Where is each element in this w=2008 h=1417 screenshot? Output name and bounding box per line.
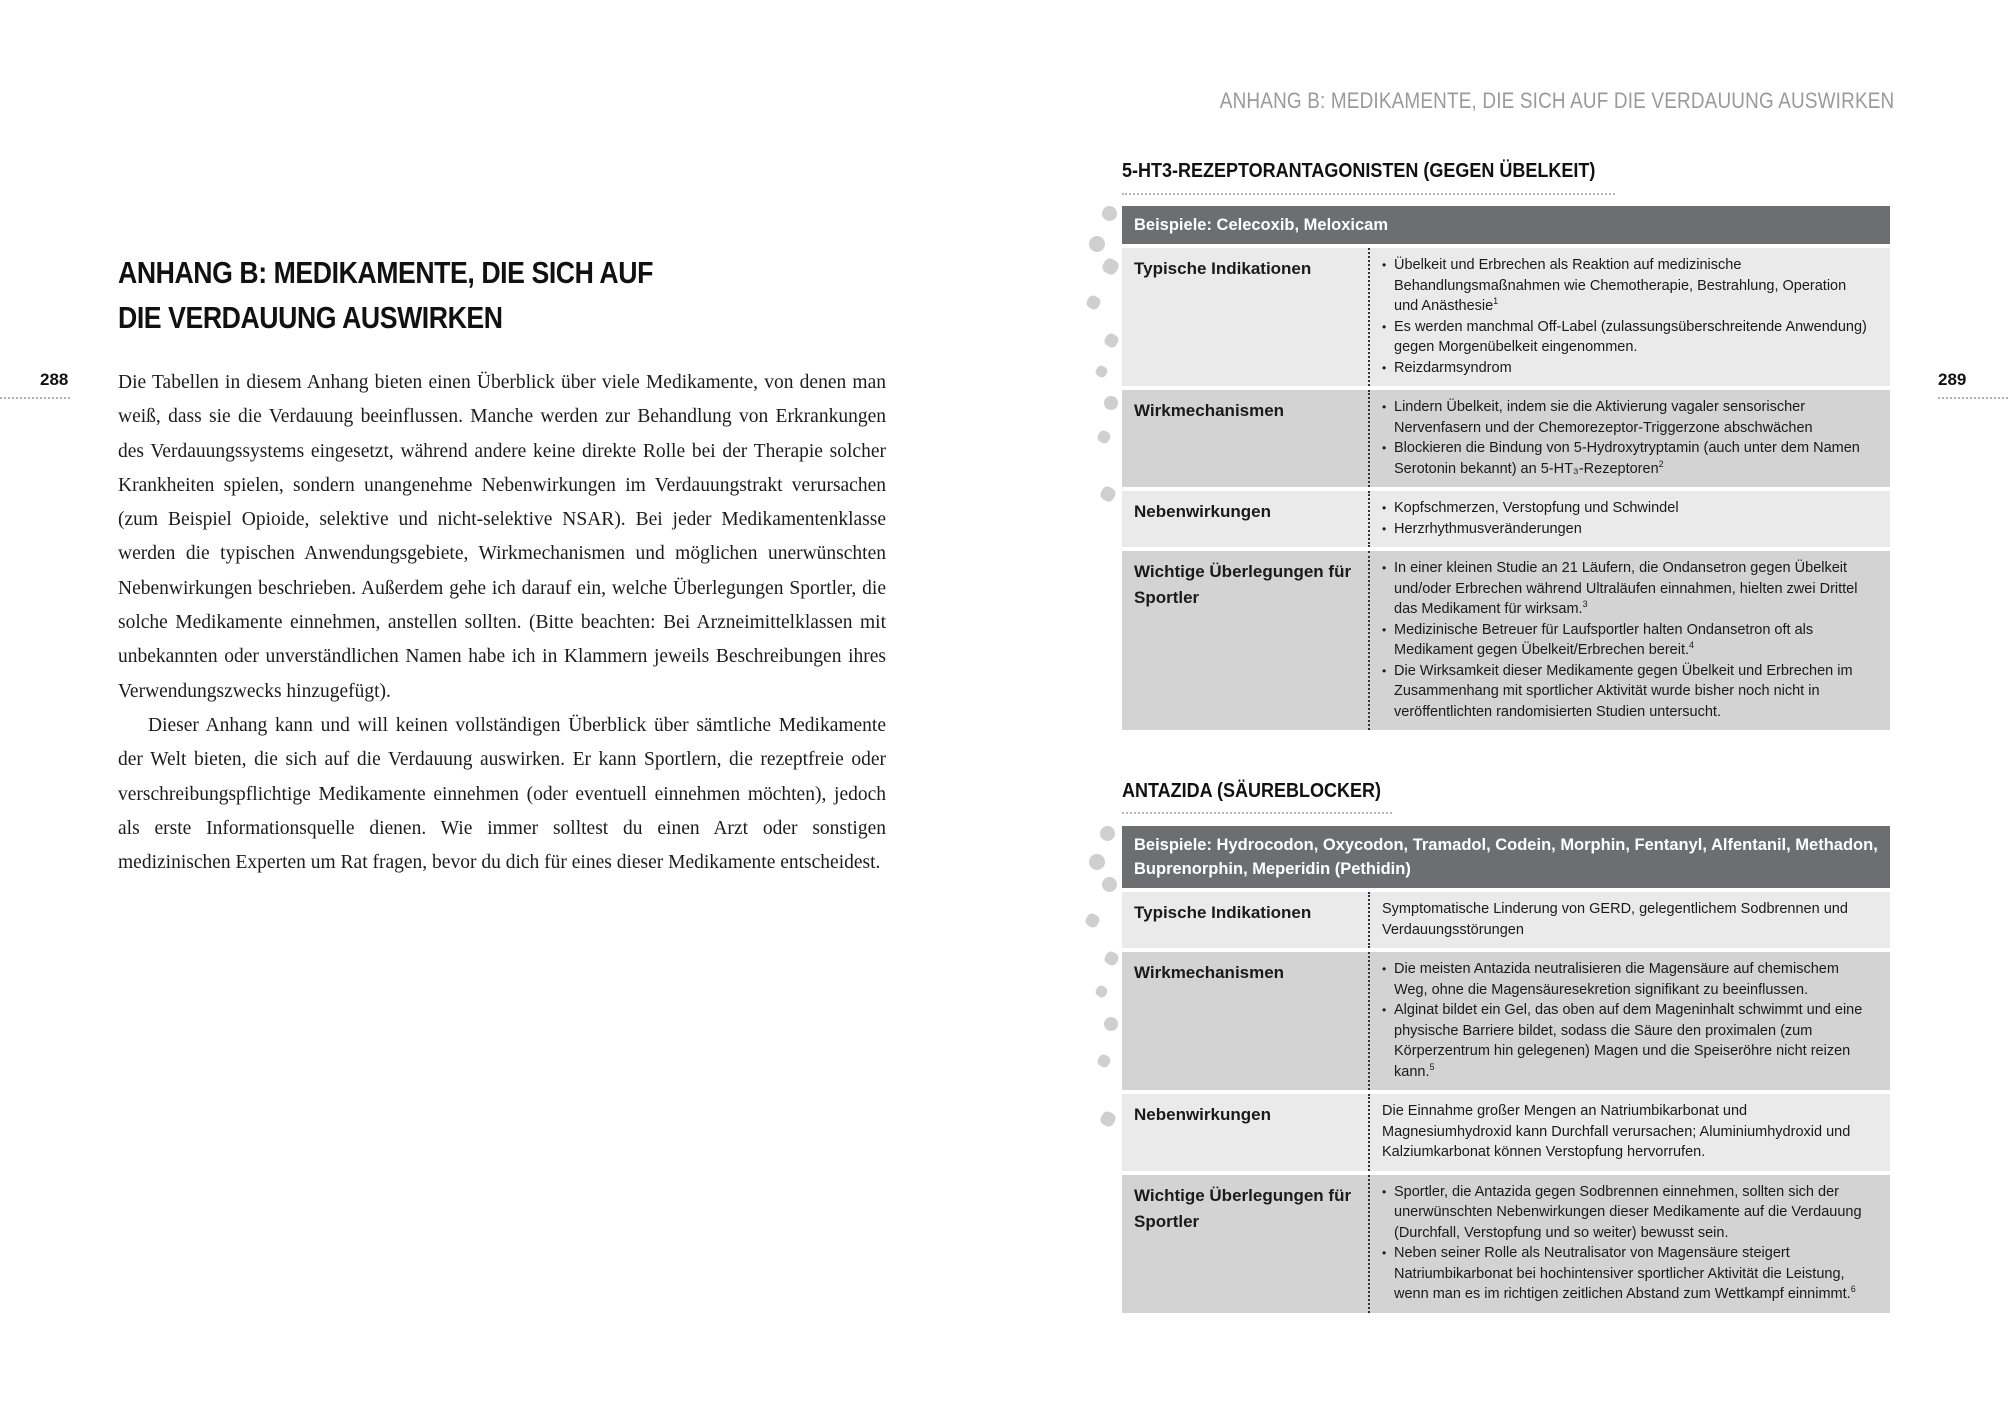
pill-icon (1103, 332, 1121, 350)
table-header-examples: Beispiele: Celecoxib, Meloxicam (1122, 206, 1890, 244)
table-5ht3-antagonists (1122, 206, 1890, 730)
bullet-item: • Lindern Übelkeit, indem sie die Aktivierung vagaler sensorischer Nervenfasern und der Chemorezeptor-Triggerzone abschwächen (1382, 397, 1870, 438)
page-number: 288 (40, 370, 69, 389)
bullet-list (1382, 255, 1870, 378)
table-row (1122, 551, 1890, 730)
row-label: Wirkmechanismen (1122, 390, 1370, 487)
paragraph: Die Tabellen in diesem Anhang bieten einen Überblick über viele Medikamente, von denen man weiß, dass sie die Verdauung beeinflussen. Manche werden zur Behandlung von Erkrankungen des Verdauungssystems eingesetzt, während andere keine direkte Rolle bei der Therapie solcher Krankheiten spielen, sondern unangenehme Nebenwirkungen im Verdauungstrakt verursachen (zum Beispiel Opioide, selektive und nicht-selektive NSAR). Bei jeder Medikamentenklasse werden die typischen Anwendungsgebiete, Wirkmechanismen und möglichen unerwünschten Nebenwirkungen beschrieben. Außerdem gehe ich darauf ein, welche Überlegungen Sportler, die solche Medikamente einnehmen, anstellen sollten. (Bitte beachten: Bei Arzneimittelklassen mit unbekannten oder unverständlichen Namen habe ich in Klammern jeweils Beschreibungen ihres Verwendungszwecks hinzugefügt). (118, 372, 886, 702)
page-number-rule (1938, 397, 2008, 399)
pill-icon (1103, 950, 1121, 968)
pill-icon (1089, 236, 1105, 252)
row-label: Wichtige Überlegungen für Sportler (1122, 1175, 1370, 1313)
bullet-list (1382, 397, 1870, 479)
bullet-list (1382, 959, 1870, 1082)
section-title-rule (1122, 812, 1392, 814)
bullet-item: • Blockieren die Bindung von 5-Hydroxytryptamin (auch unter dem Namen Serotonin bekannt) an 5-HT₃-Rezeptoren$^2$ (1382, 438, 1870, 479)
chapter-title-line-1: ANHANG B: MEDIKAMENTE, DIE SICH AUF (118, 255, 653, 290)
table-antazida (1122, 826, 1890, 1313)
running-head: ANHANG B: MEDIKAMENTE, DIE SICH AUF DIE VERDAUUNG AUSWIRKEN (1219, 88, 1894, 113)
pill-icon (1104, 396, 1118, 410)
row-label: Nebenwirkungen (1122, 491, 1370, 547)
table-row (1122, 248, 1890, 386)
bullet-list (1382, 498, 1870, 539)
pill-icon (1084, 912, 1102, 930)
row-content: Die Einnahme großer Mengen an Natriumbikarbonat und Magnesiumhydroxid kann Durchfall verursachen; Aluminiumhydroxid und Kalziumkarbonat können Verstopfung hervorrufen. (1382, 1103, 1851, 1160)
intro-text (118, 366, 886, 880)
row-content (1370, 390, 1890, 487)
row-label: Typische Indikationen (1122, 248, 1370, 386)
bullet-item: • Es werden manchmal Off-Label (zulassungsüberschreitende Anwendung) gegen Morgenübelkeit eingenommen. (1382, 317, 1870, 358)
pill-icon (1096, 1053, 1112, 1069)
row-content (1370, 248, 1890, 386)
pill-icon (1100, 256, 1120, 276)
bullet-item: • Herzrhythmusveränderungen (1382, 519, 1870, 540)
page-number-rule (0, 397, 70, 399)
pill-icon (1104, 1017, 1118, 1031)
row-content (1370, 952, 1890, 1090)
pill-icon (1098, 484, 1117, 503)
bullet-item: • In einer kleinen Studie an 21 Läufern, die Ondansetron gegen Übelkeit und/oder Erbrechen während Ultraläufen einnahmen, hielten zwei Drittel das Medikament für wirksam.$^3$ (1382, 558, 1870, 620)
pill-icon (1100, 826, 1115, 841)
paragraph: Dieser Anhang kann und will keinen vollständigen Überblick über sämtliche Medikamente der Welt bieten, die sich auf die Verdauung auswirken. Er kann Sportlern, die rezeptfreie oder verschreibungspflichtige Medikamente einnehmen (oder eventuell einnehmen möchten), jedoch als erste Informationsquelle dienen. Wie immer solltest du einen Arzt oder sonstigen medizinischen Experten um Rat fragen, bevor du dich für eines dieser Medikamente entscheidest. (118, 714, 886, 874)
pill-icon (1094, 984, 1109, 999)
pill-icon (1096, 429, 1112, 445)
bullet-item: • Medizinische Betreuer für Laufsportler halten Ondansetron oft als Medikament gegen Übelkeit/Erbrechen bereit.$^4$ (1382, 620, 1870, 661)
pill-icon (1089, 854, 1105, 870)
row-content (1370, 1175, 1890, 1313)
table-row (1122, 491, 1890, 547)
bullet-item: • Sportler, die Antazida gegen Sodbrennen einnehmen, sollten sich der unerwünschten Nebenwirkungen dieser Medikamente auf die Verdauung (Durchfall, Verstopfung und so weiter) bewusst sein. (1382, 1182, 1870, 1244)
bullet-item: • Die meisten Antazida neutralisieren die Magensäure auf chemischem Weg, ohne die Magensäuresekretion signifikant zu beeinflussen. (1382, 959, 1870, 1000)
bullet-item: • Reizdarmsyndrom (1382, 358, 1870, 379)
pill-icon (1098, 1109, 1117, 1128)
pill-icon (1102, 206, 1117, 221)
table-header-examples: Beispiele: Hydrocodon, Oxycodon, Tramadol, Codein, Morphin, Fentanyl, Alfentanil, Methadon, Buprenorphin, Meperidin (Pethidin) (1122, 826, 1890, 888)
bullet-item: • Alginat bildet ein Gel, das oben auf dem Mageninhalt schwimmt und eine physische Barriere bildet, sodass die Säure den proximalen (zum Körperzentrum hin gelegenen) Magen und die Speiseröhre nicht reizen kann.$^5$ (1382, 1000, 1870, 1082)
bullet-item: • Neben seiner Rolle als Neutralisator von Magensäure steigert Natriumbikarbonat bei hochintensiver sportlicher Aktivität die Leistung, wenn man es im richtigen zeitlichen Abstand zum Wettkampf einnimmt.$^6$ (1382, 1243, 1870, 1305)
row-label: Typische Indikationen (1122, 892, 1370, 948)
table-row (1122, 952, 1890, 1090)
row-content (1370, 551, 1890, 730)
right-page (1004, 0, 2008, 1417)
pill-icon (1085, 294, 1103, 312)
section-title-5ht3: 5-HT3-REZEPTORANTAGONISTEN (GEGEN ÜBELKEIT) (1122, 160, 1596, 182)
section-title-antazida: ANTAZIDA (SÄUREBLOCKER) (1122, 780, 1381, 802)
row-label: Wichtige Überlegungen für Sportler (1122, 551, 1370, 730)
bullet-item: • Die Wirksamkeit dieser Medikamente gegen Übelkeit und Erbrechen im Zusammenhang mit sportlicher Aktivität wurde bisher noch nicht in veröffentlichten randomisierten Studien untersucht. (1382, 661, 1870, 723)
row-label: Wirkmechanismen (1122, 952, 1370, 1090)
row-label: Nebenwirkungen (1122, 1094, 1370, 1171)
chapter-title-line-2: DIE VERDAUUNG AUSWIRKEN (118, 300, 503, 335)
pill-icon (1094, 364, 1109, 379)
pill-icon (1102, 877, 1117, 892)
bullet-item: • Übelkeit und Erbrechen als Reaktion auf medizinische Behandlungsmaßnahmen wie Chemotherapie, Bestrahlung, Operation und Anästhesie$^1$ (1382, 255, 1870, 317)
table-row (1122, 390, 1890, 487)
bullet-item: • Kopfschmerzen, Verstopfung und Schwindel (1382, 498, 1870, 519)
section-title-rule (1122, 193, 1615, 195)
bullet-list (1382, 1182, 1870, 1305)
table-row (1122, 1175, 1890, 1313)
row-content: Symptomatische Linderung von GERD, gelegentlichem Sodbrennen und Verdauungsstörungen (1382, 901, 1848, 938)
table-row (1122, 892, 1890, 948)
row-content (1370, 491, 1890, 547)
bullet-list (1382, 558, 1870, 722)
chapter-title (118, 250, 806, 340)
table-row (1122, 1094, 1890, 1171)
page-number: 289 (1938, 370, 1967, 389)
